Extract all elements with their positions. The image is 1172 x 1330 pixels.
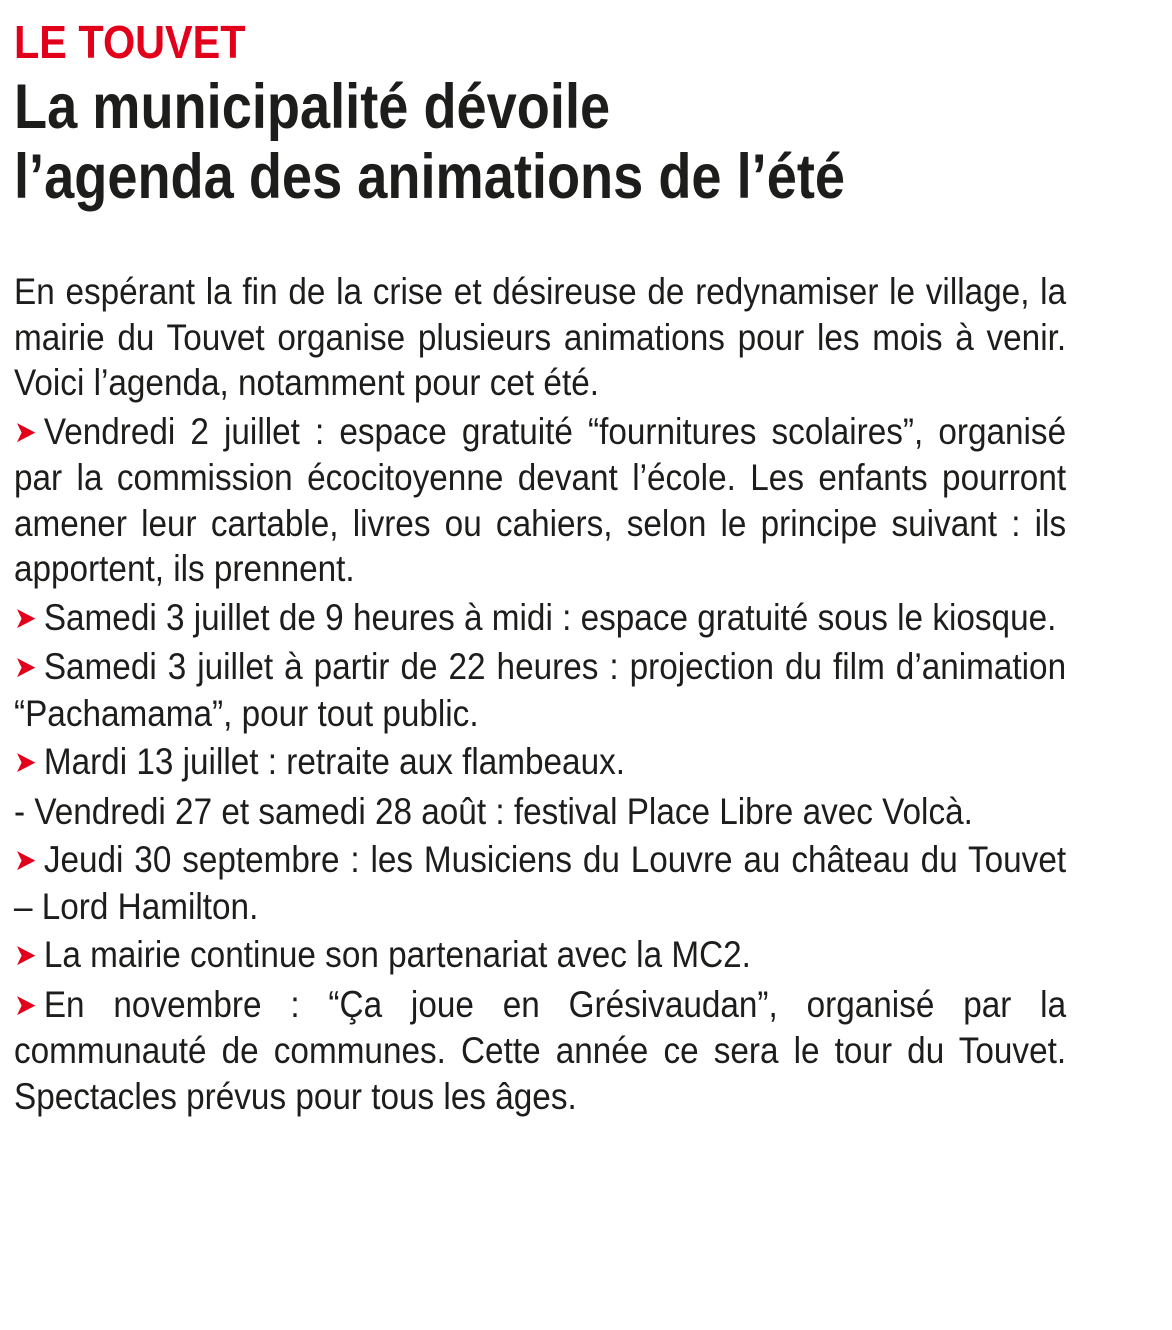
arrow-bullet-icon: ➤ <box>14 988 37 1022</box>
article-body <box>14 269 1066 1119</box>
agenda-item <box>14 932 1066 979</box>
arrow-bullet-icon: ➤ <box>14 746 37 779</box>
agenda-item-text: - Vendredi 27 et samedi 28 août : festival Place Libre avec Volcà. <box>14 790 973 832</box>
arrow-bullet-icon: ➤ <box>14 939 37 972</box>
agenda-item-text: Mardi 13 juillet : retraite aux flambeaux. <box>43 741 626 782</box>
article-headline <box>14 72 919 212</box>
headline-line-1: La municipalité dévoile <box>14 72 611 142</box>
article-kicker: LE TOUVET <box>14 16 246 68</box>
agenda-item <box>14 644 1066 736</box>
arrow-bullet-icon: ➤ <box>14 651 37 684</box>
agenda-item <box>14 595 1066 642</box>
headline-line-2: l’agenda des animations de l’été <box>14 142 846 212</box>
article <box>14 14 1066 1122</box>
agenda-item <box>14 837 1066 929</box>
article-intro: En espérant la fin de la crise et désireuse de redynamiser le village, la mairie du Touvet organise plusieurs animations pour les mois à venir. Voici l’agenda, notamment pour cet été. <box>14 271 1067 403</box>
agenda-item-text: Samedi 3 juillet à partir de 22 heures : projection du film d’animation “Pachamama”, pour tout public. <box>14 646 1067 734</box>
arrow-bullet-icon: ➤ <box>14 415 37 449</box>
agenda-item <box>14 739 1066 786</box>
arrow-bullet-icon: ➤ <box>14 601 37 635</box>
agenda-item-text: En novembre : “Ça joue en Grésivaudan”, organisé par la communauté de communes. Cette année ce sera le tour du Touvet. Spectacles prévus pour tous les âges. <box>14 983 1067 1117</box>
arrow-bullet-icon: ➤ <box>14 844 37 877</box>
agenda-item <box>14 409 1066 592</box>
agenda-item-text: Jeudi 30 septembre : les Musiciens du Louvre au château du Touvet – Lord Hamilton. <box>14 839 1067 927</box>
agenda-item-text: Vendredi 2 juillet : espace gratuité “fournitures scolaires”, organisé par la commission écocitoyenne devant l’école. Les enfants pourront amener leur cartable, livres ou cahiers, selon le principe suivant : ils apportent, ils prennent. <box>14 410 1067 589</box>
agenda-item <box>14 789 1066 835</box>
agenda-item-text: Samedi 3 juillet de 9 heures à midi : espace gratuité sous le kiosque. <box>43 596 1057 638</box>
agenda-item <box>14 982 1066 1120</box>
agenda-item-text: La mairie continue son partenariat avec la MC2. <box>43 934 751 975</box>
